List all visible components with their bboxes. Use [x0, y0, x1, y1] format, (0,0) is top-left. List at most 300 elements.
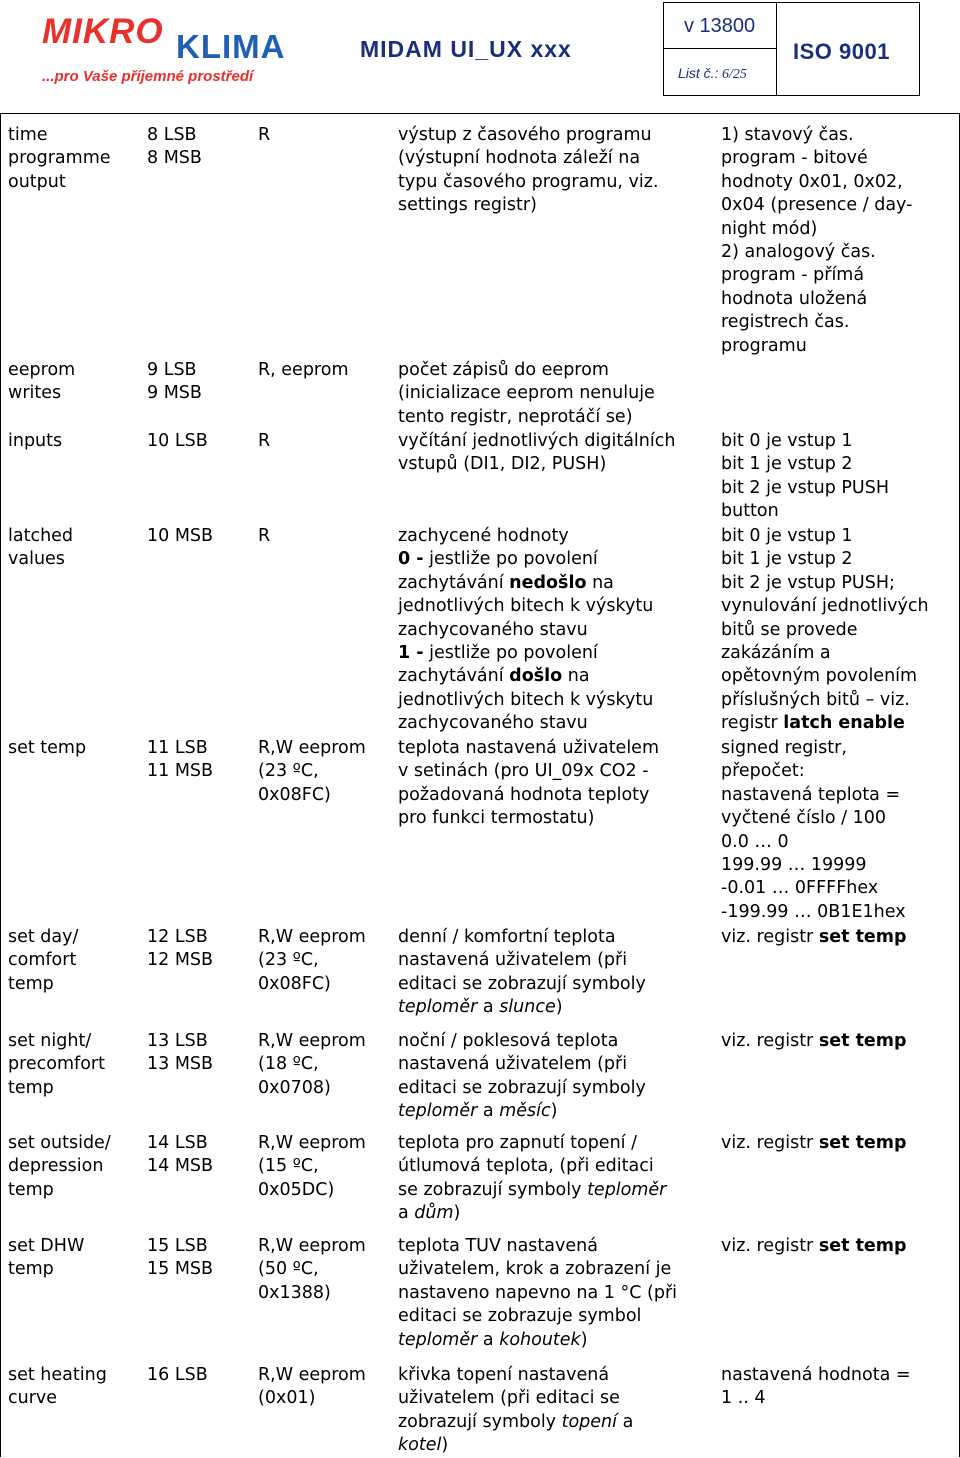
register-access-line: R,W eeprom	[258, 927, 366, 947]
register-name-line: depression	[8, 1156, 104, 1177]
register-name	[8, 1132, 111, 1202]
register-name	[8, 430, 62, 453]
register-description-line	[398, 619, 653, 642]
register-address	[147, 124, 202, 171]
register-note-line	[721, 712, 929, 735]
register-name-line: set outside/	[8, 1133, 111, 1153]
register-name	[8, 1235, 84, 1282]
text-run: zachytávání	[398, 666, 510, 687]
text-run: zobrazují symboly	[398, 1411, 562, 1432]
register-description-line	[398, 642, 653, 665]
text-run: 1) stavový čas.	[721, 125, 854, 145]
register-description-line	[398, 194, 659, 217]
register-description	[398, 1235, 677, 1352]
register-address-line: 8 LSB	[147, 125, 197, 145]
text-run: kohoutek	[499, 1329, 581, 1350]
register-description-line	[398, 453, 675, 476]
text-run: požadovaná hodnota teploty	[398, 784, 650, 805]
text-run: 2) analogový čas.	[721, 242, 876, 263]
register-access	[258, 926, 366, 996]
text-run: teploměr	[398, 1101, 478, 1122]
register-description-line	[398, 973, 646, 996]
register-description	[398, 737, 659, 831]
text-run: denní / komfortní teplota	[398, 927, 616, 947]
register-note-line	[721, 548, 929, 571]
register-note-line	[721, 572, 929, 595]
text-run: programu	[721, 335, 807, 356]
register-description-line	[398, 1202, 666, 1225]
register-note-line	[721, 171, 912, 194]
document-version: v 13800	[684, 15, 756, 37]
text-run: a	[617, 1411, 634, 1432]
text-run: set temp	[818, 927, 907, 947]
register-description	[398, 1364, 633, 1458]
register-description-line	[398, 926, 646, 949]
text-run: bit 2 je vstup PUSH	[721, 477, 890, 498]
register-description-line	[398, 1282, 677, 1305]
text-run: počet zápisů do eeprom	[398, 360, 609, 380]
text-run: teplota nastavená uživatelem	[398, 738, 659, 758]
text-run: program - přímá	[721, 265, 865, 286]
register-access	[258, 525, 270, 548]
register-note-line	[721, 288, 912, 311]
text-run: )	[580, 1329, 588, 1350]
register-address	[147, 1132, 213, 1179]
register-address-line: 13 MSB	[147, 1054, 214, 1075]
page-header	[0, 0, 960, 100]
company-logo	[42, 12, 302, 92]
register-description	[398, 525, 653, 736]
register-description-line	[398, 595, 653, 618]
register-note-line	[721, 926, 907, 949]
register-description-line	[398, 1364, 633, 1387]
register-access	[258, 737, 366, 807]
register-description-line	[398, 1235, 677, 1258]
register-description-line	[398, 807, 659, 830]
register-name-line: set day/	[8, 927, 79, 947]
text-run: došlo	[509, 666, 563, 687]
register-note	[721, 124, 912, 358]
text-run: bit 0 je vstup 1	[721, 431, 853, 451]
register-description-line	[398, 784, 659, 807]
text-run: měsíc	[499, 1101, 551, 1122]
register-description-line	[398, 949, 646, 972]
text-run: bit 0 je vstup 1	[721, 526, 853, 546]
register-name-line: comfort	[8, 950, 77, 971]
text-run: editaci se zobrazují symboly	[398, 973, 646, 994]
register-name-line: time	[8, 125, 48, 145]
register-note-line	[721, 311, 912, 334]
register-name-line: output	[8, 171, 66, 192]
register-description-line	[398, 525, 653, 548]
register-description-line	[398, 1258, 677, 1281]
register-description-line	[398, 548, 653, 571]
text-run: 1 .. 4	[721, 1388, 766, 1409]
register-description-line	[398, 406, 655, 429]
register-description	[398, 1132, 666, 1226]
register-description-line	[398, 712, 653, 735]
register-access	[258, 1235, 366, 1305]
register-address-line: 10 LSB	[147, 431, 208, 451]
register-address-line: 9 MSB	[147, 383, 202, 404]
register-address	[147, 430, 208, 453]
text-run: a	[477, 997, 500, 1018]
text-run: -0.01 … 0FFFFhex	[721, 878, 879, 899]
register-note-line	[721, 877, 906, 900]
register-note-line	[721, 665, 929, 688]
register-description-line	[398, 171, 659, 194]
register-description-line	[398, 1434, 633, 1457]
register-name-line: temp	[8, 1077, 54, 1098]
register-note-line	[721, 807, 906, 830]
register-description-line	[398, 1100, 646, 1123]
register-access-line: (23 ºC,	[258, 950, 319, 971]
register-note	[721, 1030, 907, 1053]
text-run: a	[477, 1101, 500, 1122]
register-access-line: R	[258, 526, 271, 546]
register-name-line: temp	[8, 973, 54, 994]
register-address-line: 15 MSB	[147, 1259, 214, 1280]
register-name	[8, 124, 111, 194]
text-run: uživatelem, krok a zobrazení je	[398, 1259, 672, 1280]
text-run: viz. registr	[721, 927, 819, 947]
text-run: typu časového programu, viz.	[398, 171, 659, 192]
iso-certification: ISO 9001	[793, 39, 890, 64]
register-description-line	[398, 1155, 666, 1178]
register-access-line: R,W eeprom	[258, 738, 366, 758]
text-run: viz. registr	[721, 1031, 819, 1051]
register-address-line: 10 MSB	[147, 526, 214, 546]
register-access-line: (23 ºC,	[258, 761, 319, 782]
register-note-line	[721, 901, 906, 924]
register-address	[147, 359, 202, 406]
register-description	[398, 926, 646, 1020]
register-name	[8, 525, 73, 572]
register-access-line: R,W eeprom	[258, 1031, 366, 1051]
text-run: (výstupní hodnota záleží na	[398, 148, 641, 169]
register-name-line: curve	[8, 1388, 58, 1409]
text-run: jednotlivých bitech k výskytu	[398, 596, 654, 617]
register-address	[147, 1235, 213, 1282]
text-run: dům	[414, 1203, 454, 1224]
register-access-line: 0x05DC)	[258, 1179, 335, 1200]
register-note-line	[721, 453, 889, 476]
text-run: )	[441, 1435, 449, 1456]
register-note-line	[721, 1235, 907, 1258]
text-run: na	[586, 572, 614, 593]
register-access-line: (18 ºC,	[258, 1054, 319, 1075]
text-run: )	[555, 997, 563, 1018]
register-access-line: 0x08FC)	[258, 784, 331, 805]
register-access-line: R,W eeprom	[258, 1236, 366, 1256]
text-run: se zobrazují symboly	[398, 1179, 588, 1200]
register-note-line	[721, 194, 912, 217]
register-description-line	[398, 1132, 666, 1155]
sheet-label: List č.:	[678, 65, 719, 81]
text-run: set temp	[818, 1031, 907, 1051]
sheet-value: 6/25	[721, 67, 747, 82]
register-note-line	[721, 477, 889, 500]
text-run: editaci se zobrazují symboly	[398, 1077, 646, 1098]
text-run: kotel	[398, 1435, 442, 1456]
register-note-line	[721, 784, 906, 807]
text-run: vstupů (DI1, DI2, PUSH)	[398, 454, 607, 475]
register-description-line	[398, 1387, 633, 1410]
register-description	[398, 124, 659, 218]
text-run: teplota TUV nastavená	[398, 1236, 598, 1256]
text-run: noční / poklesová teplota	[398, 1031, 619, 1051]
text-run: latch enable	[783, 713, 905, 734]
register-note	[721, 1364, 911, 1411]
register-note-line	[721, 737, 906, 760]
register-name	[8, 737, 86, 760]
text-run: teploměr	[587, 1179, 667, 1200]
register-note-line	[721, 1132, 907, 1155]
text-run: vyčtené číslo / 100	[721, 808, 886, 829]
register-description-line	[398, 996, 646, 1019]
register-description-line	[398, 147, 659, 170]
text-run: teploměr	[398, 997, 478, 1018]
register-description-line	[398, 689, 653, 712]
register-note-line	[721, 430, 889, 453]
text-run: topení	[561, 1411, 618, 1432]
register-table	[0, 113, 960, 1458]
text-run: bitů se provede	[721, 619, 858, 640]
register-address	[147, 1030, 213, 1077]
register-description-line	[398, 124, 659, 147]
register-description-line	[398, 1411, 633, 1434]
text-run: na	[562, 666, 590, 687]
text-run: 199.99 … 19999	[721, 855, 867, 876]
text-run: jestliže po povolení	[423, 643, 598, 664]
text-run: night mód)	[721, 218, 818, 239]
text-run: 1 -	[398, 643, 424, 664]
text-run: hodnoty 0x01, 0x02,	[721, 171, 903, 192]
text-run: příslušných bitů – viz.	[721, 689, 910, 710]
text-run: program - bitové	[721, 148, 868, 169]
text-run: vynulování jednotlivých	[721, 596, 929, 617]
register-address-line: 11 MSB	[147, 761, 214, 782]
register-access-line: R, eeprom	[258, 360, 349, 380]
register-name-line: writes	[8, 383, 62, 404]
text-run: přepočet:	[721, 761, 805, 782]
register-address-line: 12 LSB	[147, 927, 208, 947]
text-run: registr	[721, 713, 784, 734]
sheet-number	[678, 65, 747, 83]
register-note	[721, 926, 907, 949]
text-run: teplota pro zapnutí topení /	[398, 1133, 637, 1153]
register-address-line: 12 MSB	[147, 950, 214, 971]
register-description-line	[398, 1030, 646, 1053]
text-run: teploměr	[398, 1329, 478, 1350]
register-note-line	[721, 147, 912, 170]
register-name-line: programme	[8, 148, 111, 169]
text-run: zakázáním a	[721, 643, 831, 664]
text-run: hodnota uložená	[721, 288, 868, 309]
register-note-line	[721, 335, 912, 358]
register-access-line: (15 ºC,	[258, 1156, 319, 1177]
register-note-line	[721, 241, 912, 264]
register-access-line: R,W eeprom	[258, 1133, 366, 1153]
text-run: )	[453, 1203, 461, 1224]
register-note-line	[721, 854, 906, 877]
register-description-line	[398, 1053, 646, 1076]
text-run: výstup z časového programu	[398, 125, 652, 145]
text-run: opětovným povolením	[721, 666, 918, 687]
text-run: nastavená hodnota =	[721, 1365, 911, 1385]
text-run: a	[398, 1203, 415, 1224]
text-run: a	[477, 1329, 500, 1350]
register-access	[258, 1132, 366, 1202]
register-name-line: set DHW	[8, 1236, 85, 1256]
text-run: jestliže po povolení	[423, 549, 598, 570]
register-name	[8, 359, 75, 406]
register-note-line	[721, 218, 912, 241]
register-address	[147, 926, 213, 973]
text-run: 0.0 … 0	[721, 831, 789, 852]
text-run: vyčítání jednotlivých digitálních	[398, 431, 676, 451]
header-divider-horizontal	[664, 48, 776, 49]
text-run: bit 1 je vstup 2	[721, 549, 853, 570]
register-note	[721, 1235, 907, 1258]
register-description-line	[398, 1077, 646, 1100]
register-access	[258, 430, 270, 453]
register-note-line	[721, 124, 912, 147]
register-description-line	[398, 665, 653, 688]
register-address-line: 16 LSB	[147, 1365, 208, 1385]
register-description-line	[398, 737, 659, 760]
logo-slogan: ...pro Vaše příjemné prostředí	[42, 68, 254, 85]
text-run: settings registr)	[398, 195, 537, 216]
register-note	[721, 737, 906, 924]
register-access-line: (50 ºC,	[258, 1259, 319, 1280]
text-run: signed registr,	[721, 738, 847, 758]
register-name-line: temp	[8, 1179, 54, 1200]
register-description-line	[398, 430, 675, 453]
register-access-line: 0x1388)	[258, 1282, 331, 1303]
register-access-line: 0x08FC)	[258, 973, 331, 994]
register-note-line	[721, 1364, 911, 1387]
register-address	[147, 737, 213, 784]
register-access	[258, 1364, 366, 1411]
text-run: tento registr, neprotáčí se)	[398, 406, 633, 427]
register-access-line: R	[258, 431, 271, 451]
logo-brand-mikro: MIKRO	[42, 12, 164, 51]
text-run: slunce	[499, 997, 556, 1018]
text-run: bit 1 je vstup 2	[721, 454, 853, 475]
register-access-line: R	[258, 125, 271, 145]
register-name-line: latched	[8, 526, 74, 546]
logo-brand-klima: KLIMA	[176, 28, 286, 65]
text-run: v setinách (pro UI_09x CO2 -	[398, 761, 649, 782]
register-name	[8, 1030, 105, 1100]
register-note-line	[721, 1387, 911, 1410]
text-run: registrech čas.	[721, 312, 850, 333]
text-run: nedošlo	[509, 572, 587, 593]
register-note	[721, 1132, 907, 1155]
register-address-line: 13 LSB	[147, 1031, 208, 1051]
header-divider-vertical	[776, 3, 777, 95]
text-run: button	[721, 501, 779, 522]
register-description-line	[398, 382, 655, 405]
register-access-line: R,W eeprom	[258, 1365, 366, 1385]
register-note-line	[721, 595, 929, 618]
register-name-line: inputs	[8, 431, 63, 451]
register-description	[398, 359, 655, 429]
text-run: uživatelem (při editaci se	[398, 1388, 620, 1409]
register-note-line	[721, 619, 929, 642]
register-note-line	[721, 500, 889, 523]
register-name	[8, 926, 78, 996]
text-run: )	[550, 1101, 558, 1122]
text-run: viz. registr	[721, 1133, 819, 1153]
register-address-line: 9 LSB	[147, 360, 197, 380]
register-description-line	[398, 1329, 677, 1352]
register-address-line: 14 LSB	[147, 1133, 208, 1153]
text-run: -199.99 … 0B1E1hex	[721, 901, 906, 922]
text-run: křivka topení nastavená	[398, 1365, 610, 1385]
register-name-line: set heating	[8, 1365, 107, 1385]
text-run: editaci se zobrazuje symbol	[398, 1306, 642, 1327]
text-run: nastavená uživatelem (při	[398, 950, 628, 971]
register-address	[147, 525, 213, 548]
text-run: viz. registr	[721, 1236, 819, 1256]
text-run: pro funkci termostatu)	[398, 808, 595, 829]
register-address-line: 8 MSB	[147, 148, 202, 169]
text-run: nastavená teplota =	[721, 784, 901, 805]
register-name-line: set temp	[8, 738, 87, 758]
register-name-line: values	[8, 549, 65, 570]
register-address-line: 11 LSB	[147, 738, 208, 758]
register-access-line: 0x0708)	[258, 1077, 331, 1098]
text-run: zachycené hodnoty	[398, 526, 569, 546]
register-note-line	[721, 1030, 907, 1053]
text-run: zachycovaného stavu	[398, 619, 588, 640]
register-note-line	[721, 264, 912, 287]
text-run: 0x04 (presence / day-	[721, 195, 913, 216]
register-access	[258, 124, 270, 147]
register-note	[721, 430, 889, 524]
text-run: set temp	[818, 1133, 907, 1153]
register-access	[258, 1030, 366, 1100]
register-access-line: (0x01)	[258, 1388, 316, 1409]
table-border-left	[0, 113, 1, 1457]
register-name	[8, 1364, 107, 1411]
register-name-line: precomfort	[8, 1054, 105, 1075]
text-run: zachycovaného stavu	[398, 713, 588, 734]
register-address	[147, 1364, 208, 1387]
text-run: útlumová teplota, (při editaci	[398, 1156, 654, 1177]
text-run: 0 -	[398, 549, 424, 570]
register-note-line	[721, 689, 929, 712]
register-name-line: set night/	[8, 1031, 92, 1051]
text-run: bit 2 je vstup PUSH;	[721, 572, 895, 593]
register-note	[721, 525, 929, 736]
text-run: nastaveno napevno na 1 °C (při	[398, 1282, 678, 1303]
register-description-line	[398, 760, 659, 783]
register-description-line	[398, 1305, 677, 1328]
document-title: MIDAM UI_UX xxx	[360, 36, 572, 62]
register-note-line	[721, 642, 929, 665]
register-address-line: 14 MSB	[147, 1156, 214, 1177]
register-description-line	[398, 1179, 666, 1202]
register-address-line: 15 LSB	[147, 1236, 208, 1256]
register-note-line	[721, 525, 929, 548]
register-description	[398, 1030, 646, 1124]
text-run: (inicializace eeprom nenuluje	[398, 383, 655, 404]
register-description-line	[398, 359, 655, 382]
header-info-box	[663, 2, 920, 96]
